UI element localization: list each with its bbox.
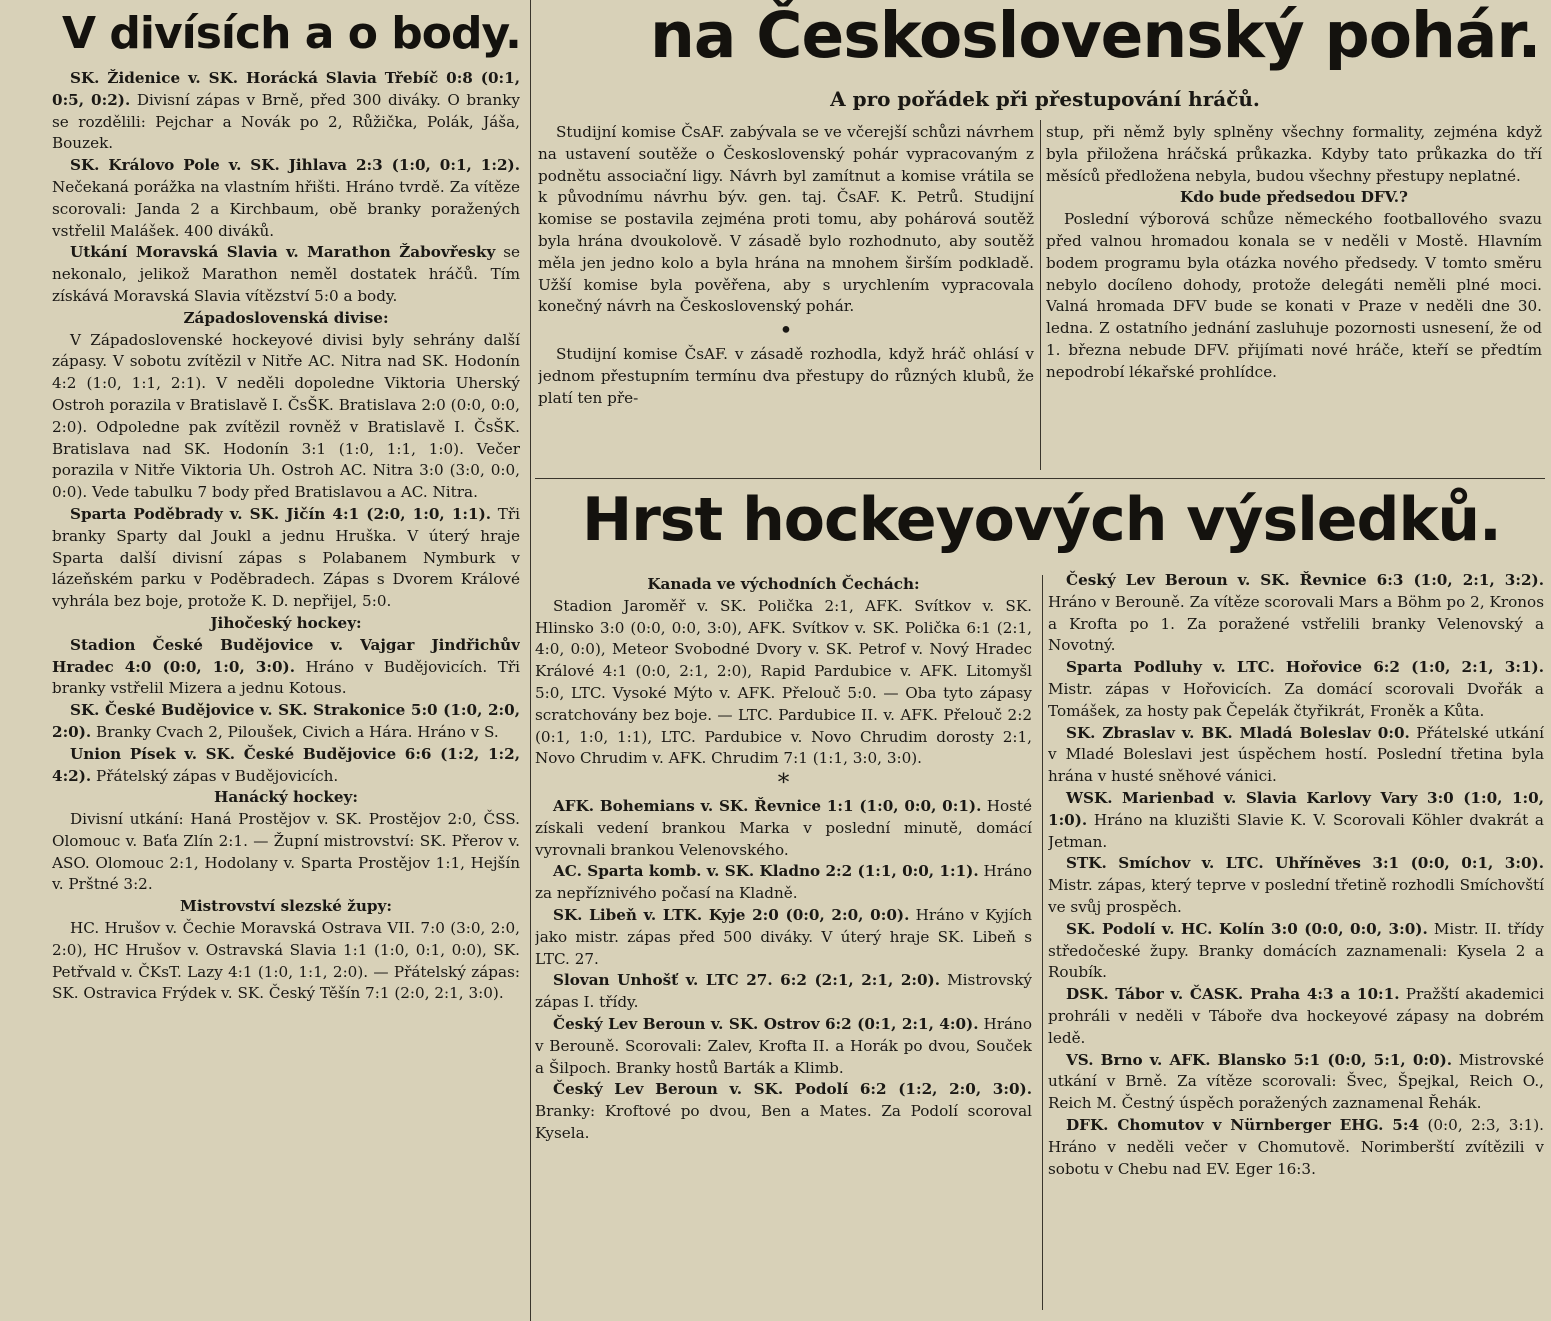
article-paragraph — [535, 905, 1032, 970]
match-report: Mistr. zápas, který teprve v poslední třetině rozhodli Smíchovští ve svůj prospěch. — [1048, 876, 1544, 916]
article-paragraph — [535, 1014, 1032, 1079]
top-left-column — [538, 122, 1034, 472]
article-paragraph — [52, 918, 520, 1005]
match-lead: Union Písek v. SK. České Budějovice 6:6 (1:2, 1:2, 4:2). — [52, 744, 520, 785]
section-heading: Hanácký hockey: — [214, 788, 358, 807]
article-paragraph — [1048, 570, 1544, 657]
section-divider — [535, 478, 1545, 479]
match-lead: DFK. Chomutov v Nürnberger EHG. 5:4 — [1066, 1115, 1420, 1134]
bottom-right-column — [1048, 570, 1544, 1320]
match-report: HC. Hrušov v. Čechie Moravská Ostrava VII. 7:0 (3:0, 2:0, 2:0), HC Hrušov v. Ostravská Slavia 1:1 (1:0, 0:1, 0:0), SK. Petřvald v. ČKsT. Lazy 4:1 (1:0, 1:1, 2:0). — Přátelský zápas: SK. Ostravica Frýdek v. SK. Český Těšín 7:1 (2:0, 2:1, 3:0). — [52, 919, 520, 1003]
article-paragraph — [535, 861, 1032, 905]
article-paragraph — [535, 970, 1032, 1014]
article-paragraph — [52, 242, 520, 307]
article-paragraph — [538, 122, 1034, 318]
match-lead: SK. Podolí v. HC. Kolín 3:0 (0:0, 0:0, 3:0). — [1066, 919, 1428, 938]
match-lead: SK. Židenice v. SK. Horácká Slavia Třebíč 0:8 (0:1, 0:5, 0:2). — [52, 69, 520, 109]
article-paragraph — [1048, 853, 1544, 918]
bottom-left-column — [535, 574, 1032, 1319]
match-report: Hráno v Berouně. Scorovali: Zalev, Krofta II. a Horák po dvou, Souček a Šilpoch. Branky hostů Barták a Klimb. — [535, 1014, 1032, 1077]
match-lead: DSK. Tábor v. ČASK. Praha 4:3 a 10:1. — [1066, 985, 1400, 1004]
match-lead: Sparta Poděbrady v. SK. Jičín 4:1 (2:0, 1:0, 1:1). — [70, 504, 492, 523]
article-paragraph — [52, 504, 520, 613]
column-divider-left — [530, 0, 531, 1321]
column-divider-bottom — [1042, 575, 1043, 1310]
bottom-headline: Hrst hockeyových výsledků. — [582, 485, 1501, 555]
match-lead: Sparta Podluhy v. LTC. Hořovice 6:2 (1:0, 2:1, 3:1). — [1066, 658, 1544, 677]
match-report: Hráno za nepříznivého počasí na Kladně. — [535, 862, 1032, 903]
match-report: Mistrovský zápas I. třídy. — [535, 971, 1032, 1012]
match-lead: Český Lev Beroun v. SK. Řevnice 6:3 (1:0, 2:1, 3:2). — [1066, 571, 1544, 589]
match-report: Přátelské utkání v Mladé Boleslavi jest úspěchem hostí. Poslední třetina byla hrána v husté sněhové vánici. — [1048, 723, 1544, 786]
match-lead: SK. Zbraslav v. BK. Mladá Boleslav 0:0. — [1066, 723, 1410, 742]
separator-mark: * — [777, 769, 790, 797]
match-lead: SK. Královo Pole v. SK. Jihlava 2:3 (1:0, 0:1, 1:2). — [70, 156, 520, 175]
match-report: V Západoslovenské hockeyové divisi byly sehrány další zápasy. V sobotu zvítězil v Nitře AC. Nitra nad SK. Hodonín 4:2 (1:0, 1:1, 2:1). V neděli dopoledne Viktoria Uherský Ostroh porazila v Bratislavě I. ČsŠK. Bratislava 2:0 (0:0, 0:0, 2:0). Odpoledne pak zvítězil rovněž v Bratislavě I. ČsŠK. Bratislava nad SK. Hodonín 3:1 (1:0, 1:1, 1:0). Večer porazila v Nitře Viktoria Uh. Ostroh AC. Nitra 3:0 (3:0, 0:0, 0:0). Vede tabulku 7 body před Bratislavou a AC. Nitra. — [52, 330, 520, 502]
match-lead: SK. České Budějovice v. SK. Strakonice 5:0 (1:0, 2:0, 2:0). — [52, 701, 520, 741]
article-paragraph — [52, 155, 520, 242]
left-column — [52, 68, 520, 1318]
match-lead: Český Lev Beroun v. SK. Ostrov 6:2 (0:1, 2:1, 4:0). — [553, 1014, 979, 1033]
section-heading: Západoslovenská divise: — [183, 308, 389, 327]
match-lead: STK. Smíchov v. LTC. Uhříněves 3:1 (0:0, 0:1, 3:0). — [1066, 854, 1544, 873]
match-report: Hosté získali vedení brankou Marka v poslední minutě, domácí vyrovnali brankou Velenovského. — [535, 796, 1032, 859]
top-right-column — [1046, 122, 1542, 472]
match-report: Mistr. II. třídy středočeské župy. Branky domácích zaznamenali: Kysela 2 a Roubík. — [1048, 919, 1544, 982]
article-paragraph — [1048, 1115, 1544, 1180]
match-report: Divisní zápas v Brně, před 300 diváky. O branky se rozdělili: Pejchar a Novák po 2, Růžička, Polák, Jáša, Bouzek. — [52, 90, 520, 153]
match-report: Mistrovské utkání v Brně. Za vítěze scorovali: Švec, Špejkal, Reich O., Reich M. Čestný úspěch poražených zaznamenal Řehák. — [1048, 1050, 1544, 1113]
match-report: Nečekaná porážka na vlastním hřišti. Hráno tvrdě. Za vítěze scorovali: Janda 2 a Kirchbaum, obě branky poražených vstřelil Malášek. 400 diváků. — [52, 177, 520, 240]
match-lead: VS. Brno v. AFK. Blansko 5:1 (0:0, 5:1, 0:0). — [1066, 1050, 1453, 1069]
match-report: Stadion Jaroměř v. SK. Polička 2:1, AFK. Svítkov v. SK. Hlinsko 3:0 (0:0, 0:0, 3:0), AFK. Svítkov v. SK. Polička 6:1 (2:1, 4:0, 0:0), Meteor Svobodné Dvory v. SK. Petrof v. Nový Hradec Králové 4:1 (0:0, 2:1, 2:0), Rapid Pardubice v. AFK. Litomyšl 5:0, LTC. Vysoké Mýto v. AFK. Přelouč 5:0. — Oba tyto zápasy scratchovány bez boje. — LTC. Pardubice II. v. AFK. Přelouč 2:2 (0:1, 1:0, 1:1), LTC. Pardubice v. Novo Chrudim dorosty 2:1, Novo Chrudim v. AFK. Chrudim 7:1 (1:1, 3:0, 3:0). — [535, 596, 1032, 768]
match-report: Hráno v Kyjích jako mistr. zápas před 500 diváky. V úterý hraje SK. Libeň s LTC. 27. — [535, 905, 1032, 968]
article-paragraph — [1048, 1050, 1544, 1115]
article-paragraph — [535, 796, 1032, 861]
match-lead: Utkání Moravská Slavia v. Marathon Žabovřesky — [70, 243, 496, 262]
section-heading: Kanada ve východních Čechách: — [647, 575, 920, 593]
article-paragraph — [1046, 209, 1542, 383]
match-report: (0:0, 2:3, 3:1). Hráno v neděli večer v Chomutově. Norimberští zvítězili v sobotu v Chebu nad EV. Eger 16:3. — [1048, 1115, 1544, 1178]
article-paragraph — [52, 744, 520, 788]
match-lead: AC. Sparta komb. v. SK. Kladno 2:2 (1:1, 0:0, 1:1). — [553, 862, 979, 881]
match-report: Divisní utkání: Haná Prostějov v. SK. Prostějov 2:0, ČSS. Olomouc v. Baťa Zlín 2:1. — Župní mistrovství: SK. Přerov v. ASO. Olomouc 2:1, Hodolany v. Sparta Prostějov 1:1, Hejšín v. Prštné 3:2. — [52, 810, 520, 894]
match-lead: Slovan Unhošť v. LTC 27. 6:2 (2:1, 2:1, 2:0). — [553, 971, 941, 990]
match-report: stup, při němž byly splněny všechny formality, zejména když byla přiložena hráčská průkazka. Kdyby tato průkazka do tří měsíců předložena nebyla, budou všechny přestupy neplatné. — [1046, 123, 1542, 185]
article-paragraph — [52, 635, 520, 700]
article-paragraph — [52, 68, 520, 155]
match-report: Tři branky Sparty dal Joukl a jednu Hruška. V úterý hraje Sparta další divisní zápas s Polabanem Nymburk v lázeňském parku v Poděbradech. Zápas s Dvorem Králové vyhrála bez boje, protože K. D. nepřijel, 5:0. — [52, 504, 520, 611]
section-heading: Jihočeský hockey: — [210, 613, 362, 632]
top-subheadline: A pro pořádek při přestupování hráčů. — [830, 87, 1260, 111]
article-paragraph — [52, 700, 520, 744]
match-report: Studijní komise ČsAF. zabývala se ve včerejší schůzi návrhem na ustavení soutěže o Československý pohár vypracovaným z podnětu associační ligy. Návrh byl zamítnut a komise vrátila se k původnímu návrhu býv. gen. taj. ČsAF. K. Petrů. Studijní komise se postavila zejména proti tomu, aby pohárová soutěž byla hrána dvoukolově. V zásadě bylo rozhodnuto, aby soutěž měla jen jedno kolo a byla hrána na mnohem širším podkladě. Užší komise byla pověřena, aby s urychlením vypracovala konečný návrh na Československý pohár. — [538, 123, 1034, 316]
match-report: Hráno v Budějovicích. Tři branky vstřelil Mizera a jednu Kotous. — [52, 657, 520, 698]
article-paragraph — [52, 809, 520, 896]
match-report: Branky Cvach 2, Piloušek, Civich a Hára. Hráno v S. — [91, 722, 499, 741]
article-paragraph — [1048, 984, 1544, 1049]
match-report: Branky: Kroftové po dvou, Ben a Mates. Za Podolí scoroval Kysela. — [535, 1102, 1032, 1142]
match-lead: AFK. Bohemians v. SK. Řevnice 1:1 (1:0, 0:0, 0:1). — [553, 796, 982, 815]
match-lead: Český Lev Beroun v. SK. Podolí 6:2 (1:2, 2:0, 3:0). — [553, 1080, 1032, 1099]
match-report: Studijní komise ČsAF. v zásadě rozhodla, když hráč ohlásí v jednom přestupním termínu dva přestupy do různých klubů, že platí ten pře- — [538, 344, 1034, 407]
article-paragraph — [1046, 122, 1542, 187]
section-heading: Mistrovství slezské župy: — [180, 897, 392, 916]
left-headline: V divísích a o body. — [62, 8, 521, 59]
match-lead: Stadion České Budějovice v. Vajgar Jindřichův Hradec 4:0 (0:0, 1:0, 3:0). — [52, 635, 520, 676]
match-report: Hráno v Berouně. Za vítěze scorovali Mars a Böhm po 2, Kronos a Krofta po 1. Za poražené vstřelili branky Velenovský a Novotný. — [1048, 592, 1544, 655]
match-lead: SK. Libeň v. LTK. Kyje 2:0 (0:0, 2:0, 0:0). — [553, 905, 910, 924]
article-paragraph — [1048, 723, 1544, 788]
article-paragraph — [1048, 788, 1544, 853]
match-lead: WSK. Marienbad v. Slavia Karlovy Vary 3:0 (1:0, 1:0, 1:0). — [1048, 788, 1544, 829]
top-headline: na Československý pohár. — [650, 0, 1541, 72]
article-paragraph — [535, 596, 1032, 770]
match-report: Hráno na kluzišti Slavie K. V. Scorovali Köhler dvakrát a Jetman. — [1048, 810, 1544, 851]
match-report: Poslední výborová schůze německého footballového svazu před valnou hromadou konala se v neděli v Mostě. Hlavním bodem programu byla otázka nového předsedy. V tomto směru nebylo docíleno dohody, protože delegáti neměli plné moci. Valná hromada DFV bude se konati v Praze v neděli dne 30. ledna. Z ostatního jednání zasluhuje pozornosti usnesení, že od 1. března nebude DFV. přijímati nové hráče, kteří se předtím nepodrobí lékařské prohlídce. — [1046, 210, 1542, 381]
match-report: se nekonalo, jelikož Marathon neměl dostatek hráčů. Tím získává Moravská Slavia vítězství 5:0 a body. — [52, 243, 520, 305]
match-report: Pražští akademici prohráli v neděli v Táboře dva hockeyové zápasy na dobrém ledě. — [1048, 985, 1544, 1047]
match-report: Přátelský zápas v Budějovicích. — [91, 766, 339, 785]
article-paragraph — [538, 344, 1034, 409]
match-report: Mistr. zápas v Hořovicích. Za domácí scorovali Dvořák a Tomášek, za hosty pak Čepelák čtyřikrát, Froněk a Kůta. — [1048, 679, 1544, 720]
article-paragraph — [535, 1079, 1032, 1144]
article-paragraph — [1048, 657, 1544, 722]
column-divider-top — [1040, 120, 1041, 470]
section-heading: Kdo bude předsedou DFV.? — [1180, 188, 1408, 207]
article-paragraph — [1048, 919, 1544, 984]
article-paragraph — [52, 330, 520, 504]
separator-mark: • — [779, 317, 793, 345]
